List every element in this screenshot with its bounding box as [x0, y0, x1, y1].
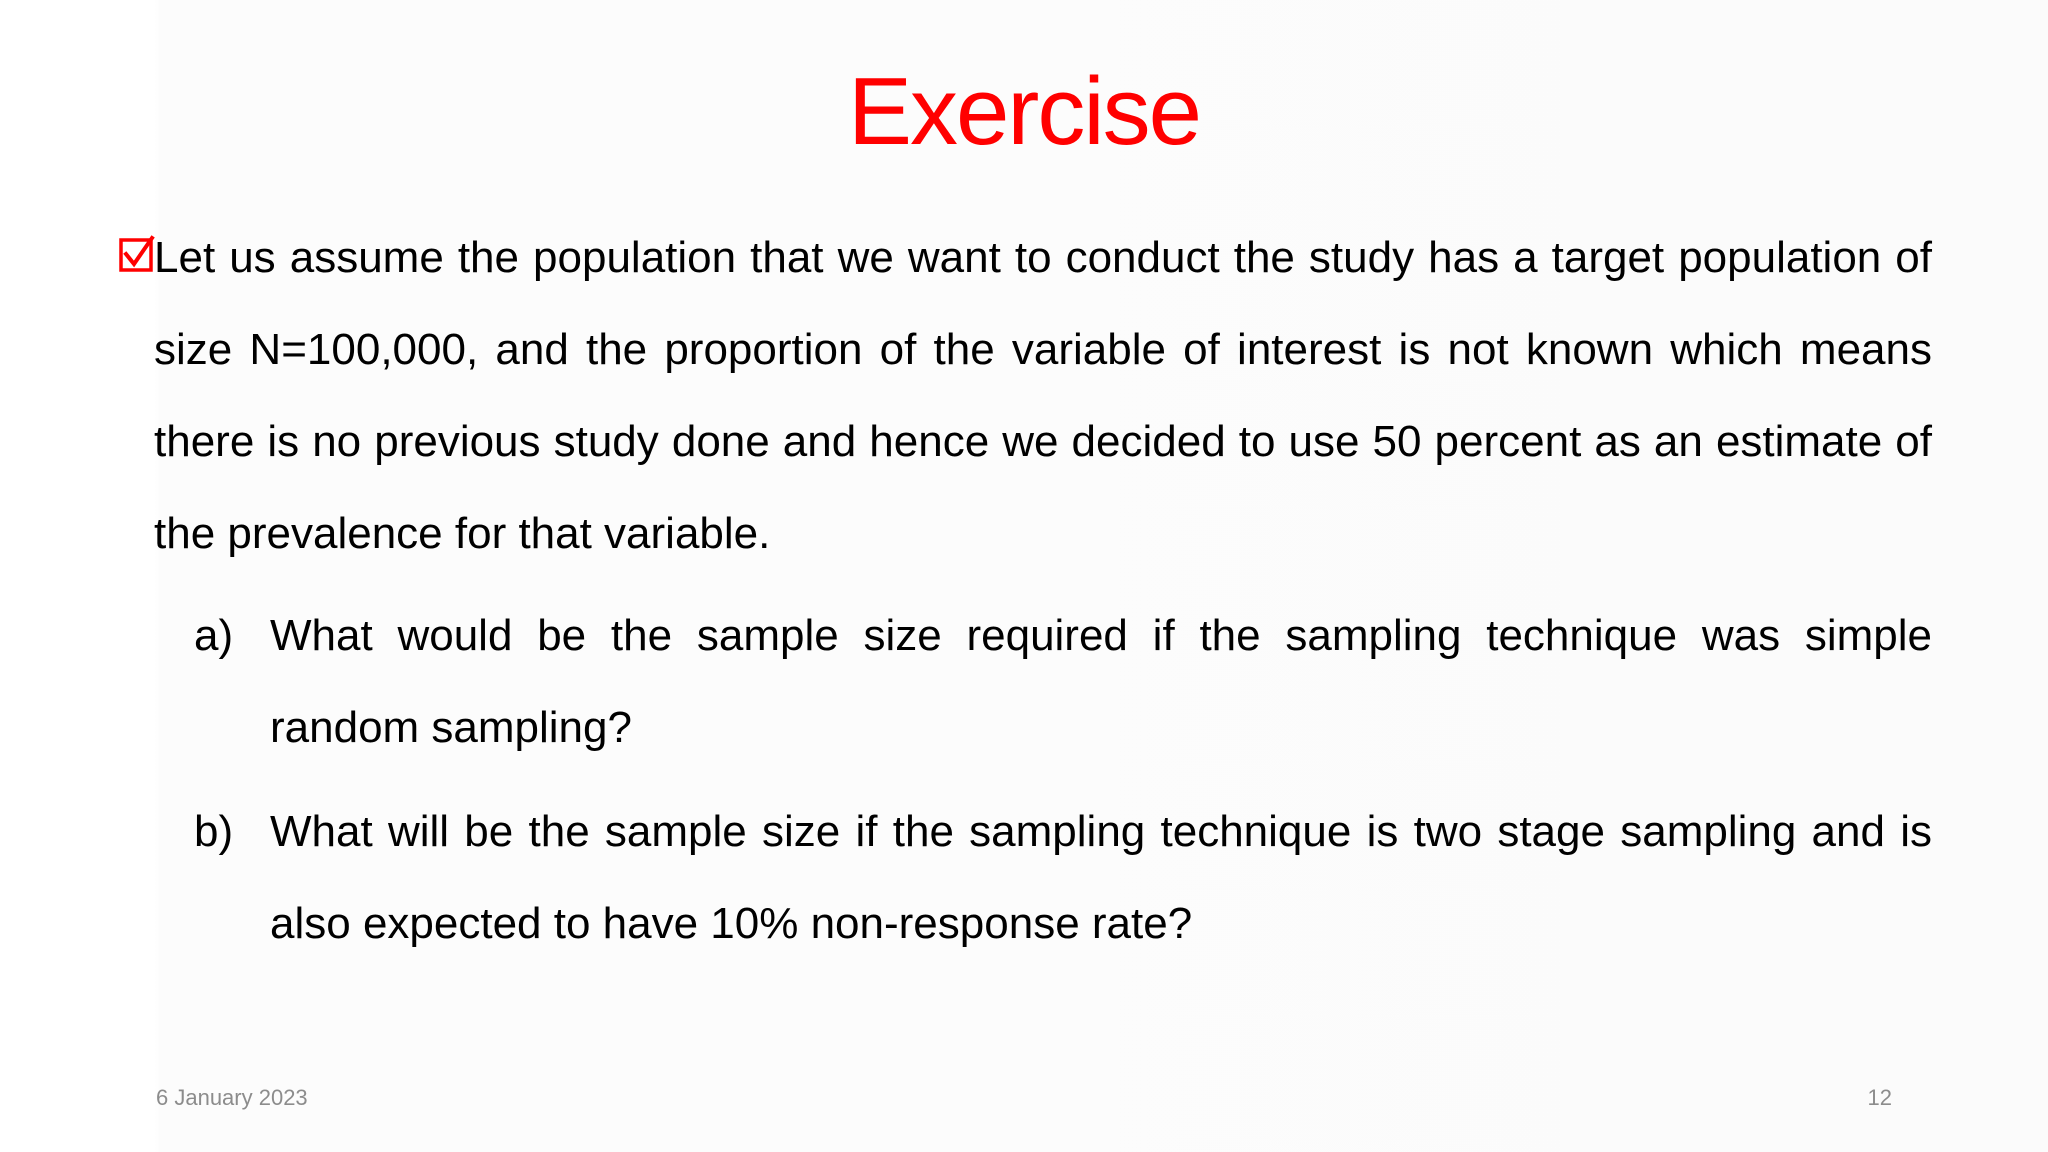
slide-title: Exercise [847, 58, 1201, 165]
question-item-b [154, 786, 1932, 970]
footer-date: 6 January 2023 [156, 1085, 308, 1110]
page-number: 12 [1867, 1085, 1892, 1110]
question-marker: b) [194, 807, 234, 856]
question-text: What would be the sample size required if the sampling technique was simple random sampling? [270, 611, 1932, 752]
question-marker: a) [194, 611, 234, 660]
question-list [154, 590, 1932, 970]
checked-box-icon [119, 235, 155, 273]
question-item-a [154, 590, 1932, 774]
intro-text: Let us assume the population that we want to conduct the study has a target population of size N=100,000, and the proportion of the variable of interest is not known which means there is no previous study done and hence we decided to use 50 percent as an estimate of the prevalence for that variable. [154, 233, 1932, 558]
slide-body [154, 212, 1932, 982]
question-text: What will be the sample size if the sampling technique is two stage sampling and is also expected to have 10% non-response rate? [270, 807, 1932, 948]
intro-bullet [154, 212, 1932, 580]
